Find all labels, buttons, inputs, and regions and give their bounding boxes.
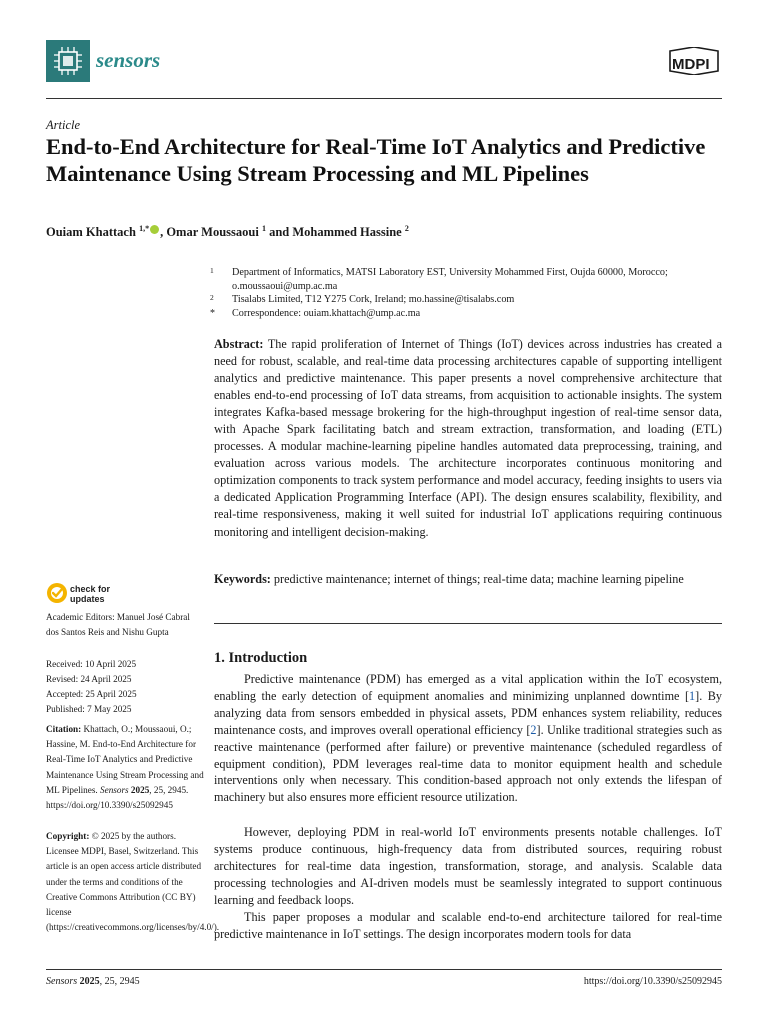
- publisher-name: MDPI: [672, 56, 710, 73]
- author-name[interactable]: Omar Moussaoui: [166, 225, 259, 240]
- citation-block: Citation: Khattach, O.; Moussaoui, O.; Hassine, M. End-to-End Architecture for Real-Time IoT Analytics and Predictive Maintenance Using Stream Processing and ML Pipelines. Sensors 2025, 25, 2945. https://doi.org/10.3390/s25092945: [46, 724, 204, 811]
- keywords-text: predictive maintenance; internet of things; real-time data; machine learning pipeline: [273, 572, 684, 586]
- intro-paragraph: This paper proposes a modular and scalable end-to-end architecture tailored for real-time predictive maintenance in IoT settings. The design incorporates modern tools for data: [214, 910, 722, 941]
- check-for-updates-label[interactable]: check for updates: [70, 584, 111, 604]
- copyright-block: Copyright: © 2025 by the authors. Licensee MDPI, Basel, Switzerland. This article is an open access article distributed under the terms and conditions of the Creative Commons Attribution (CC BY) license (https://creativecommons.org/licenses/by/4.0/).: [46, 831, 220, 933]
- footer-citation: Sensors 2025, 25, 2945: [46, 976, 140, 987]
- author-affiliation-marker: 1,*: [139, 224, 150, 233]
- abstract-label: Abstract:: [214, 337, 264, 351]
- keywords: [214, 571, 722, 588]
- author-list: Ouiam Khattach $^{1,*}$ , Omar Moussaoui $^1$ and Mohammed Hassine $^2$: [46, 224, 409, 240]
- abstract: [214, 336, 722, 541]
- citation-link[interactable]: 1: [689, 688, 696, 703]
- affiliation-item: 1 Department of Informatics, MATSI Laboratory EST, University Mohammed First, Oujda 60000, Morocco; o.moussaoui@ump.ac.ma: [210, 266, 668, 292]
- abstract-text: The rapid proliferation of Internet of Things (IoT) devices across industries has created a need for robust, scalable, and real-time data processing architectures capable of supporting intelligent analytics and predictive maintenance. This paper presents a novel comprehensive architecture that enables end-to-end processing of IoT data streams, from acquisition to actionable insights. The system integrates Kafka-based message brokering for the high-throughput ingestion of real-time sensor data, with Apache Spark facilitating batch and stream extraction, transformation, and loading (ETL) processes. A modular machine-learning pipeline handles automated data preprocessing, training, and evaluation across various models. The architecture incorporates continuous monitoring and optimization components to track system performance and model accuracy, feeding insights to users via a dedicated Application Programming Interface (API). The design ensures scalability, flexibility, and real-time responsiveness, making it well suited for industrial IoT applications requiring continuous monitoring and intelligent decision-making.: [214, 337, 722, 539]
- academic-editors: Academic Editors: Manuel José Cabral dos Santos Reis and Nishu Gupta: [46, 612, 190, 638]
- author-name[interactable]: Ouiam Khattach: [46, 225, 136, 240]
- revised-date: Revised: 24 April 2025: [46, 674, 132, 684]
- intro-paragraph: However, deploying PDM in real-world IoT environments presents notable challenges. IoT systems produce continuous, high-frequency data from distributed sources, requiring robust architectures for real-time data ingestion, transformation, storage, and analysis. Scalable data processing technologies and AI-driven models must be seamlessly integrated to support continuous learning and feedback loops.: [214, 825, 722, 907]
- header-divider: [46, 98, 722, 99]
- author-affiliation-marker: 2: [404, 224, 409, 233]
- correspondence-item: * Correspondence: ouiam.khattach@ump.ac.ma: [210, 308, 421, 319]
- section-heading: 1. Introduction: [214, 650, 308, 666]
- footer-divider: [46, 969, 722, 970]
- check-for-updates-icon[interactable]: [46, 582, 68, 609]
- journal-name: sensors: [96, 48, 161, 72]
- citation-link[interactable]: 2: [530, 722, 537, 737]
- affiliation-item: 2 Tisalabs Limited, T12 Y275 Cork, Ireland; mo.hassine@tisalabs.com: [210, 293, 515, 305]
- article-type: Article: [46, 118, 81, 132]
- journal-logo-icon: [46, 40, 90, 82]
- received-date: Received: 10 April 2025: [46, 659, 137, 669]
- footer-doi-link[interactable]: https://doi.org/10.3390/s25092945: [583, 976, 722, 987]
- author-affiliation-marker: 1: [261, 224, 266, 233]
- keywords-divider: [214, 623, 722, 624]
- published-date: Published: 7 May 2025: [46, 704, 132, 714]
- article-title: End-to-End Architecture for Real-Time IoT Analytics and Predictive Maintenance Using Stream Processing and ML Pipelines: [46, 134, 706, 186]
- accepted-date: Accepted: 25 April 2025: [46, 689, 137, 699]
- intro-paragraph: Predictive maintenance (PDM) has emerged as a vital application within the IoT ecosystem, enabling the early detection of equipment anomalies and minimizing unplanned downtime [1]. By analyzing data from sensors embedded in physical assets, PDM enhances system reliability, reduces maintenance costs, and improves overall operational efficiency [2]. Unlike traditional strategies such as reactive maintenance (performed after failure) or preventive maintenance (scheduled regardless of equipment condition), PDM leverages real-time data to monitor equipment health and schedule interventions only when necessary. This condition-based approach not only extends the lifespan of machinery but also ensures more efficient resource utilization.: [214, 672, 722, 805]
- keywords-label: Keywords:: [214, 572, 271, 586]
- author-name[interactable]: Mohammed Hassine: [292, 225, 402, 240]
- orcid-icon[interactable]: [150, 225, 159, 234]
